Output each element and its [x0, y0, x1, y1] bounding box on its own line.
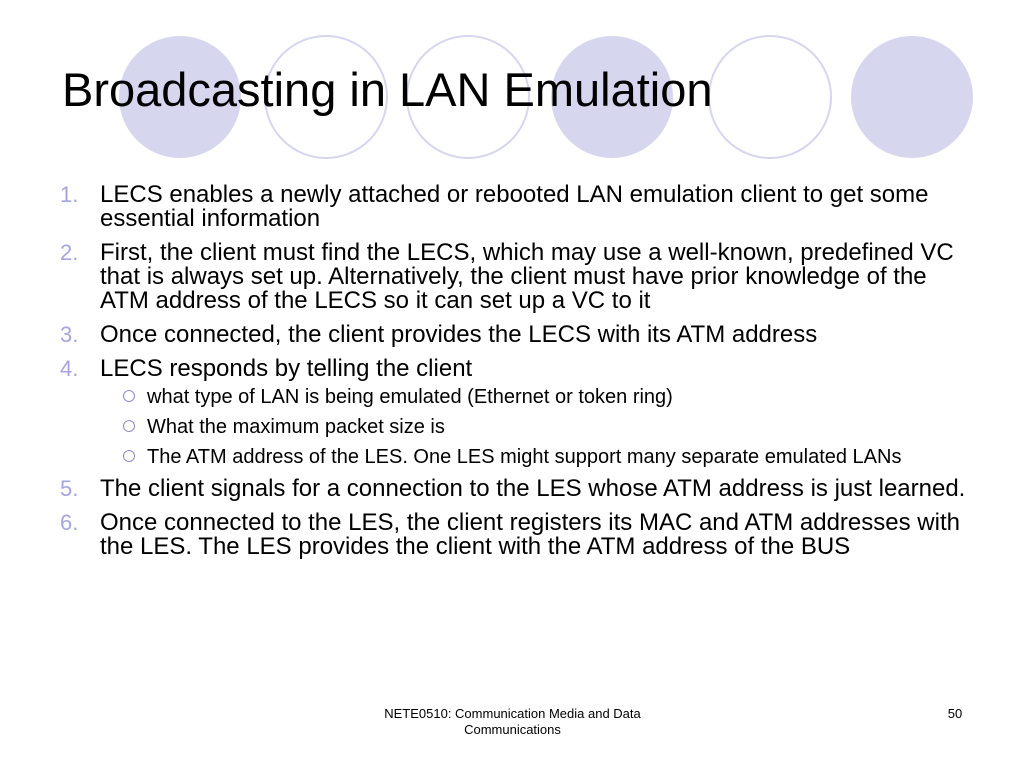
sub-item-text: The ATM address of the LES. One LES might support many separate emulated LANs — [147, 446, 902, 468]
item-text: Once connected, the client provides the LECS with its ATM address — [100, 321, 818, 348]
item-number: 1. — [60, 182, 79, 207]
sub-list-item — [100, 387, 980, 407]
item-text: Once connected to the LES, the client registers its MAC and ATM addresses with the LES. The LES provides the client with the ATM address of the BUS — [100, 509, 960, 560]
hollow-circle-bullet-icon — [123, 450, 135, 462]
item-number: 6. — [60, 510, 79, 535]
item-number: 2. — [60, 240, 79, 265]
circle-6 — [851, 36, 973, 158]
list-item — [60, 183, 980, 231]
item-number: 4. — [60, 356, 79, 381]
hollow-circle-bullet-icon — [123, 420, 135, 432]
item-text: LECS responds by telling the client — [100, 355, 473, 382]
sub-list-item — [100, 447, 980, 467]
list-item — [60, 323, 980, 347]
circle-5 — [709, 36, 831, 158]
item-text: The client signals for a connection to the LES whose ATM address is just learned. — [100, 475, 966, 502]
sub-item-text: what type of LAN is being emulated (Ethernet or token ring) — [147, 386, 673, 408]
slide-title: Broadcasting in LAN Emulation — [62, 63, 713, 116]
item-number: 5. — [60, 476, 79, 501]
list-item — [60, 357, 980, 467]
sub-list-item — [100, 417, 980, 437]
hollow-circle-bullet-icon — [123, 390, 135, 402]
item-text: First, the client must find the LECS, which may use a well-known, predefined VC that is always set up. Alternatively, the client must have prior knowledge of the ATM address of the LECS so it can set up a VC to it — [100, 239, 954, 314]
sub-item-text: What the maximum packet size is — [147, 416, 445, 438]
list-item — [60, 511, 980, 559]
numbered-list — [60, 183, 980, 569]
list-item — [60, 241, 980, 313]
list-item — [60, 477, 980, 501]
slide-footer: NETE0510: Communication Media and Data Communications — [384, 706, 641, 737]
page-number: 50 — [947, 706, 963, 721]
sub-list — [100, 387, 980, 467]
item-number: 3. — [60, 322, 79, 347]
item-text: LECS enables a newly attached or rebooted LAN emulation client to get some essential information — [100, 181, 929, 232]
